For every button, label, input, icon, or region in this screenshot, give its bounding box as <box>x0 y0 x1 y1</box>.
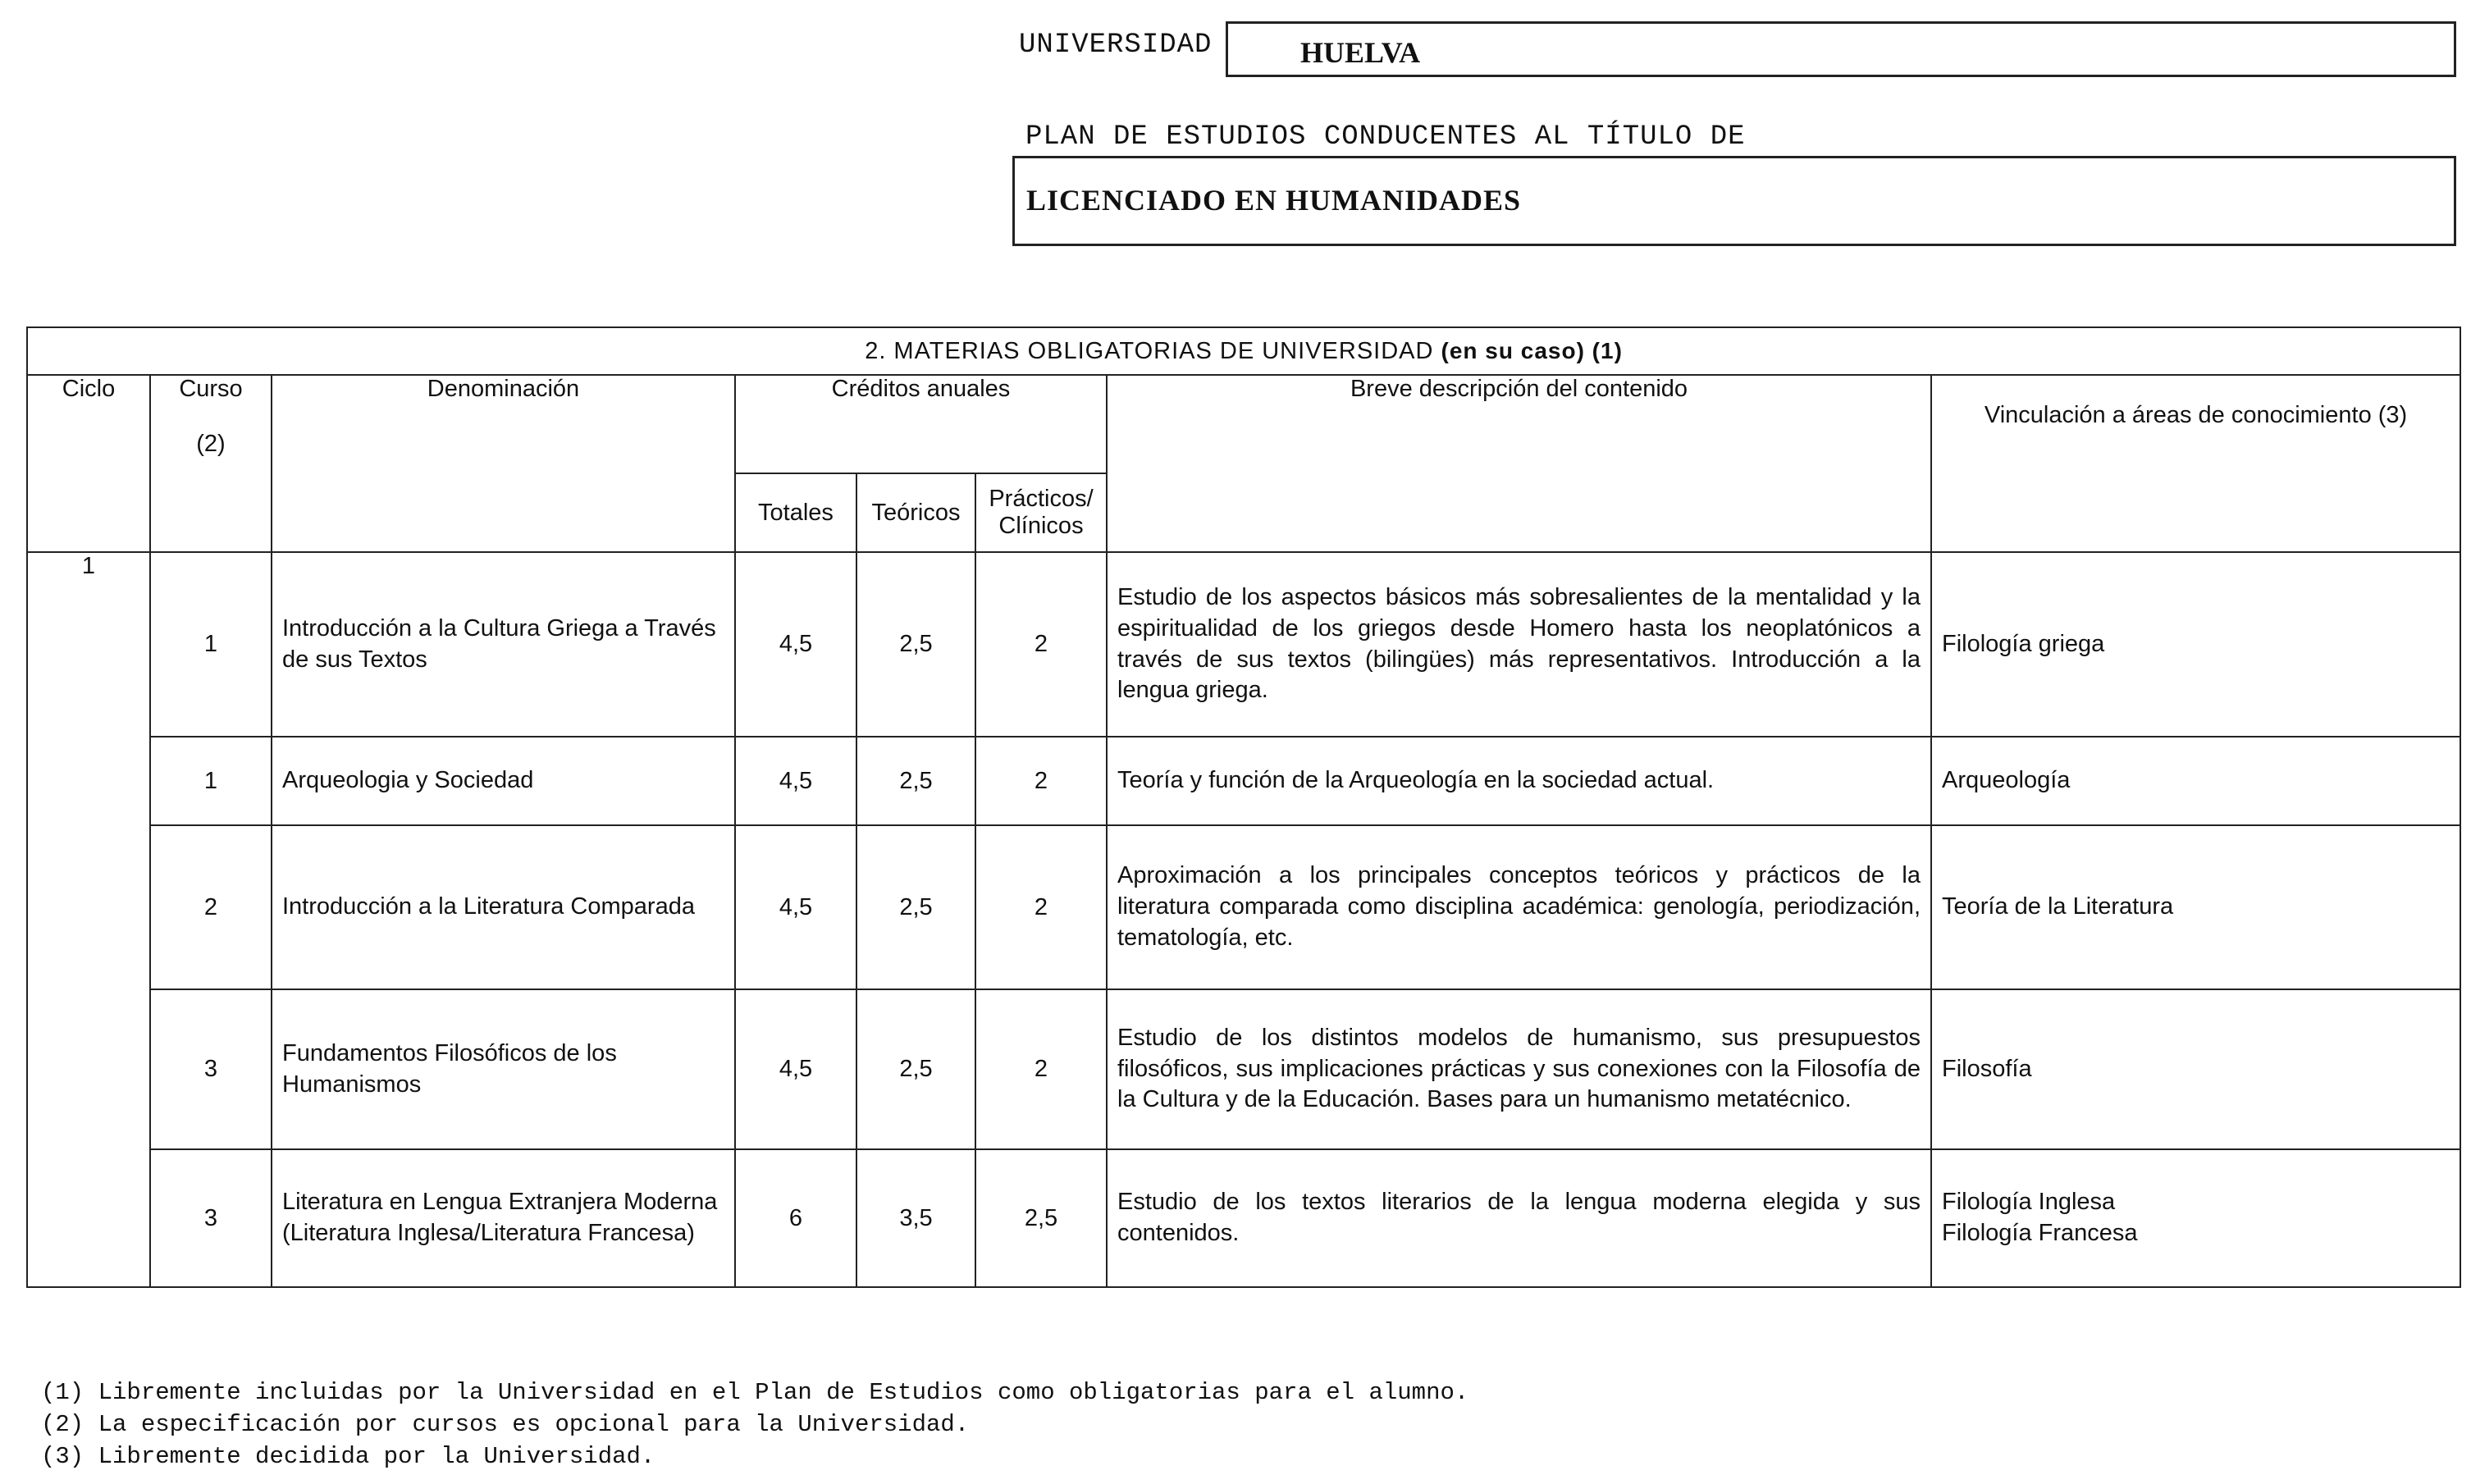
descripcion-cell: Estudio de los distintos modelos de humanismo, sus presupuestos filosóficos, sus implicaciones prácticas y sus conexiones con la Filosofía de la Cultura y de la Educación. Bases para un humanismo metatécnico. <box>1107 989 1931 1149</box>
teoricos-cell: 2,5 <box>856 737 975 825</box>
denominacion-cell: Introducción a la Cultura Griega a Través de sus Textos <box>272 552 735 737</box>
denominacion-cell: Arqueologia y Sociedad <box>272 737 735 825</box>
totales-cell: 6 <box>735 1149 856 1287</box>
denominacion-cell: Literatura en Lengua Extranjera Moderna (Literatura Inglesa/Literatura Francesa) <box>272 1149 735 1287</box>
descripcion-cell: Teoría y función de la Arqueología en la sociedad actual. <box>1107 737 1931 825</box>
practicos-cell: 2,5 <box>975 1149 1107 1287</box>
plan-value: LICENCIADO EN HUMANIDADES <box>1026 184 1522 217</box>
totales-cell: 4,5 <box>735 825 856 989</box>
curso-cell: 1 <box>150 737 272 825</box>
table-row <box>27 552 2460 737</box>
header-curso <box>150 375 272 552</box>
header-curso-note: (2) <box>196 431 226 457</box>
curso-cell: 3 <box>150 989 272 1149</box>
vinculacion-cell: Filosofía <box>1931 989 2460 1149</box>
curso-cell: 2 <box>150 825 272 989</box>
denominacion-cell: Introducción a la Literatura Comparada <box>272 825 735 989</box>
header-curso-label: Curso <box>179 376 243 402</box>
practicos-cell: 2 <box>975 737 1107 825</box>
table-title-suffix: (en su caso) (1) <box>1441 337 1623 363</box>
table-title-text: 2. MATERIAS OBLIGATORIAS DE UNIVERSIDAD <box>865 337 1434 364</box>
plan-box <box>1012 156 2456 246</box>
teoricos-cell: 2,5 <box>856 825 975 989</box>
practicos-cell: 2 <box>975 825 1107 989</box>
table-title <box>27 327 2460 375</box>
footnote-2: (2) La especificación por cursos es opcional para la Universidad. <box>41 1411 970 1438</box>
header-denominacion: Denominación <box>272 375 735 552</box>
vinculacion-cell: Arqueología <box>1931 737 2460 825</box>
table-row <box>27 737 2460 825</box>
practicos-cell: 2 <box>975 552 1107 737</box>
footnote-3: (3) Libremente decidida por la Universidad. <box>41 1443 655 1470</box>
vinculacion-cell: Filología griega <box>1931 552 2460 737</box>
header-vinculacion: Vinculación a áreas de conocimiento (3) <box>1931 375 2460 552</box>
footnote-1: (1) Libremente incluidas por la Universidad en el Plan de Estudios como obligatorias para el alumno. <box>41 1379 1469 1406</box>
teoricos-cell: 2,5 <box>856 989 975 1149</box>
practicos-cell: 2 <box>975 989 1107 1149</box>
header-creditos: Créditos anuales <box>735 375 1107 473</box>
plan-label: PLAN DE ESTUDIOS CONDUCENTES AL TÍTULO DE <box>1025 121 1746 153</box>
table-row <box>27 825 2460 989</box>
descripcion-cell: Aproximación a los principales conceptos teóricos y prácticos de la literatura comparada como disciplina académica: genología, periodización, tematología, etc. <box>1107 825 1931 989</box>
ciclo-cell: 1 <box>27 552 150 1287</box>
totales-cell: 4,5 <box>735 552 856 737</box>
vinculacion-cell: Teoría de la Literatura <box>1931 825 2460 989</box>
descripcion-cell: Estudio de los aspectos básicos más sobresalientes de la mentalidad y la espiritualidad de los griegos desde Homero hasta los neoplatónicos a través de sus textos (bilingües) más representativos. Introducción a la lengua griega. <box>1107 552 1931 737</box>
vinculacion-line: Filología Francesa <box>1942 1220 2138 1246</box>
vinculacion-line: Filología Inglesa <box>1942 1189 2116 1216</box>
vinculacion-cell <box>1931 1149 2460 1287</box>
totales-cell: 4,5 <box>735 737 856 825</box>
curso-cell: 1 <box>150 552 272 737</box>
universidad-box <box>1226 21 2456 77</box>
denominacion-cell: Fundamentos Filosóficos de los Humanismos <box>272 989 735 1149</box>
totales-cell: 4,5 <box>735 989 856 1149</box>
header-practicos: Prácticos/ Clínicos <box>975 473 1107 552</box>
universidad-value: HUELVA <box>1300 36 1421 69</box>
table-row <box>27 989 2460 1149</box>
header-totales: Totales <box>735 473 856 552</box>
footnotes <box>41 1377 1468 1473</box>
universidad-label: UNIVERSIDAD <box>1019 30 1213 61</box>
header-teoricos: Teóricos <box>856 473 975 552</box>
header-ciclo: Ciclo <box>27 375 150 552</box>
materias-table <box>26 326 2461 1288</box>
curso-cell: 3 <box>150 1149 272 1287</box>
header-descripcion: Breve descripción del contenido <box>1107 375 1931 552</box>
descripcion-cell: Estudio de los textos literarios de la lengua moderna elegida y sus contenidos. <box>1107 1149 1931 1287</box>
teoricos-cell: 3,5 <box>856 1149 975 1287</box>
table-row <box>27 1149 2460 1287</box>
teoricos-cell: 2,5 <box>856 552 975 737</box>
